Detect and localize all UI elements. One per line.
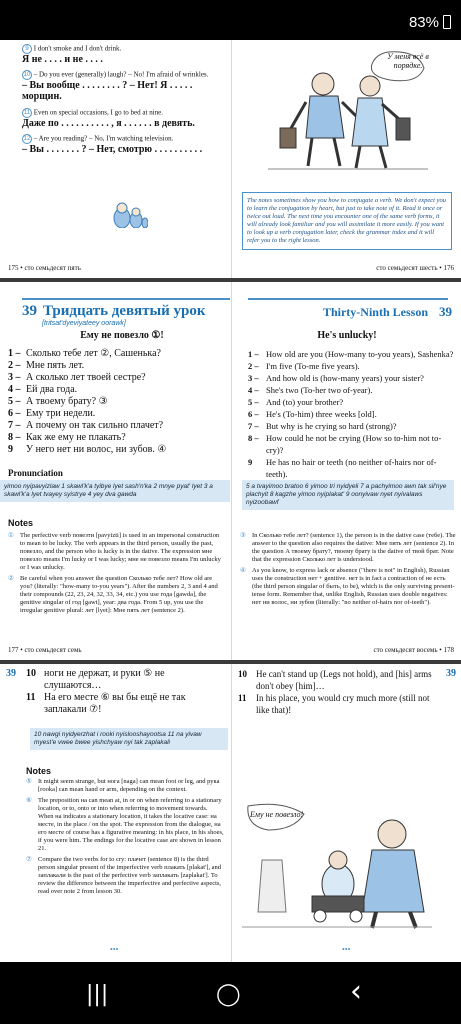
page-end-dots: ••• — [342, 945, 351, 954]
lesson-title-en-text: Thirty-Ninth Lesson — [322, 305, 428, 319]
dialogue-line — [8, 372, 224, 384]
note-text: As you know, to express lack or absence ("there is not" in English), Russian uses the construction нет + genitive. нет is in fact a contraction of не есть (the third person singular of быть, to be), which is the only surviving present-tense form. Remember that, unlike English, Russian uses double negatives: нет ни волос, ни зубов (literally: "no neither of-hairs nor of-teeth"). — [252, 567, 455, 606]
note-marker: ① — [8, 532, 14, 539]
line-number: 11 — [26, 692, 36, 703]
note-marker: ⑤ — [26, 778, 32, 785]
dialogue-line — [26, 668, 222, 692]
dialogue-english — [238, 668, 432, 716]
dialogue-english — [248, 348, 454, 480]
page-folio: 175 • сто семьдесят пять — [8, 264, 81, 272]
note-marker: ③ — [240, 532, 246, 539]
battery-icon — [443, 15, 451, 29]
line-text: У него нет ни волос, ни зубов. ④ — [26, 444, 167, 455]
note-box: The notes sometimes show you how to conjugate a verb. We don't expect you to learn the conjugation by heart, but just to take note of it. Read it once or twice out loud. The next time you encounter one of the same verb forms, it will already look familiar and you will assimilate it more easily. If you want to look up a verb conjugation later, check the grammar index and it will refer you to the right lesson. — [242, 192, 452, 250]
dialogue-line — [8, 420, 224, 432]
illustration-caption: Ему не повезло! — [250, 810, 304, 819]
line-text: How could he not be crying (How so to-him not to-cry)? — [266, 433, 442, 455]
dialogue-line — [8, 432, 224, 444]
pronunciation-heading: Pronunciation — [8, 468, 63, 478]
dialogue-line — [248, 348, 454, 360]
dialogue-line — [8, 384, 224, 396]
line-text: He's (To-him) three weeks [old]. — [266, 409, 377, 419]
dialogue-title: Ему не повезло ①! — [80, 330, 164, 341]
line-text: Ему три недели. — [26, 408, 96, 419]
notes-heading: Notes — [8, 518, 34, 528]
line-number: 5 – — [248, 397, 259, 407]
line-number: 7 – — [248, 421, 259, 431]
title-rule — [248, 298, 448, 300]
line-text: But why is he crying so hard (strong)? — [266, 421, 397, 431]
line-text: Как же ему не плакать? — [26, 432, 126, 443]
dialogue-line — [8, 444, 224, 456]
line-text: На его месте ⑥ вы бы ещё не так заплакали ⑦! — [44, 692, 186, 715]
home-button[interactable]: ◯ — [216, 982, 241, 1007]
back-button[interactable]: ‹ — [350, 974, 362, 1009]
note-item — [240, 532, 456, 564]
lesson-number: 39 — [22, 303, 37, 319]
illustration-caption: У меня всё в порядке. — [387, 52, 429, 70]
line-number: 6 – — [248, 409, 259, 419]
exercise-item-9 — [22, 44, 222, 65]
spread-page-177-178 — [0, 282, 461, 660]
line-text: He has no hair or teeth (no neither of-hairs nor of-teeth). — [266, 457, 437, 479]
line-text: Мне пять лет. — [26, 360, 85, 371]
exercise-russian: Я не . . . . и не . . . . — [22, 54, 103, 65]
lesson-number: 39 — [439, 304, 452, 319]
note-marker: ⑥ — [26, 797, 32, 804]
lesson-number: 39 — [6, 668, 16, 679]
page-177 — [0, 282, 230, 660]
lesson-number: 39 — [446, 668, 456, 679]
exercise-russian: – Вы . . . . . . . ? – Нет, смотрю . . . . . . . . . . — [22, 144, 203, 155]
note-item — [8, 532, 224, 572]
line-number: 3 – — [8, 372, 21, 383]
exercise-english: – Are you reading? – No, I'm watching television. — [33, 134, 174, 143]
line-number: 8 – — [8, 432, 21, 443]
note-marker: ② — [8, 575, 14, 582]
note-item — [26, 778, 224, 794]
note-text: Compare the two verbs for to cry: плачет (sentence 8) is the third person singular present of the imperfective verb плакать [plakat'], and заплакали is the past of the perfective verb заплакать [zaplakat']. To review the difference between the imperfective and perfective aspects, read over note 2 from lesson 30. — [38, 856, 222, 895]
line-text: And (to) your brother? — [266, 397, 344, 407]
item-number: 9 — [22, 44, 32, 54]
line-number: 10 — [238, 669, 247, 679]
exercise-russian: Даже по . . . . . . . . . . , я . . . . . . в девять. — [22, 118, 195, 129]
line-number: 6 – — [8, 408, 21, 419]
exercise-item-12 — [22, 134, 222, 155]
note-text: It might seem strange, but нога [naga] can mean foot or leg, and рука [rooka] can mean hand or arm, depending on the context. — [38, 778, 220, 793]
notes-list — [240, 532, 456, 610]
note-item — [26, 856, 224, 896]
dialogue-line — [238, 668, 432, 692]
dialogue-line — [248, 432, 454, 456]
page-179 — [0, 664, 230, 962]
lesson-title-translit: [tritsat'dyeviyatеey oorawk] — [42, 320, 126, 327]
exercise-english: – Do you ever (generally) laugh? – No! I'm afraid of wrinkles. — [33, 70, 209, 79]
line-text: I'm five (To-me five years). — [266, 361, 360, 371]
line-text: А твоему брату? ③ — [26, 396, 108, 407]
line-number: 10 — [26, 668, 36, 679]
exercise-english: Even on special occasions, I go to bed at nine. — [33, 108, 164, 117]
line-number: 7 – — [8, 420, 21, 431]
dialogue-line — [248, 396, 454, 408]
line-text: He can't stand up (Legs not hold), and [his] arms don't obey [him]… — [256, 669, 432, 691]
dialogue-title-en: He's unlucky! — [317, 330, 377, 341]
line-number: 1 – — [248, 349, 259, 359]
dialogue-line — [248, 456, 454, 480]
title-rule — [22, 298, 230, 300]
lesson-title-ru: Тридцать девятый урок — [43, 303, 206, 319]
line-text: Ей два года. — [26, 384, 78, 395]
pronunciation-text: yimoo nyipavyizlaw 1 skawl'k'a tyibye lyet sash'n'ka 2 mnye pyat' lyet 3 a skawl'k'a lyet tvayey syistrye 4 yey dva gawda — [0, 480, 230, 502]
note-text: The perfective verb повезти [pavyizti] is used in an impersonal construction to mean to be lucky. The verb appears in the third person, usually the past, повезло, and the person who is lucky is in the dative. The expression мне повезло means I'm lucky or I was lucky; мне не повезло means I'm unlucky or I was unlucky. — [20, 532, 221, 571]
note-marker: ④ — [240, 567, 246, 574]
notes-list — [8, 532, 224, 618]
line-number: 8 – — [248, 433, 259, 443]
line-text: Сколько тебе лет ②, Сашенька? — [26, 348, 161, 359]
exercise-russian: – Вы вообще . . . . . . . . ? – Нет! Я . . . . . морщин. — [22, 80, 193, 102]
note-item — [8, 575, 224, 615]
line-number: 9 — [248, 457, 253, 467]
status-bar — [0, 0, 461, 40]
grandmother-baby-illustration — [242, 800, 432, 930]
dialogue-russian — [8, 348, 224, 456]
note-marker: ⑦ — [26, 856, 32, 863]
line-number: 3 – — [248, 373, 259, 383]
dialogue-line — [8, 360, 224, 372]
dialogue-line — [248, 360, 454, 372]
line-number: 5 – — [8, 396, 21, 407]
page-folio: 177 • сто семьдесят семь — [8, 646, 82, 654]
line-number: 1 – — [8, 348, 21, 359]
dialogue-line — [8, 396, 224, 408]
page-178 — [231, 282, 461, 660]
document-viewer[interactable] — [0, 40, 461, 962]
spread-page-175-176 — [0, 40, 461, 278]
line-number: 11 — [238, 693, 247, 703]
line-text: And how old is (how-many years) your sister? — [266, 373, 424, 383]
dialogue-line — [248, 372, 454, 384]
line-number: 4 – — [248, 385, 259, 395]
dialogue-line — [248, 384, 454, 396]
recent-apps-button[interactable]: ||| — [86, 982, 109, 1007]
matryoshka-dolls-illustration — [110, 198, 148, 228]
line-number: 9 — [8, 444, 13, 455]
line-text: In his place, you would cry much more (still not like that)! — [256, 693, 430, 715]
line-text: How old are you (How-many to-you years), Sashenka? — [266, 349, 454, 359]
exercise-item-10 — [22, 70, 222, 102]
page-folio: сто семьдесят восемь • 178 — [373, 646, 454, 654]
page-180 — [231, 664, 461, 962]
item-number: 11 — [23, 110, 31, 116]
dialogue-line — [26, 692, 222, 716]
page-folio: сто семьдесят шесть • 176 — [376, 264, 454, 272]
dialogue-line — [248, 408, 454, 420]
line-number: 4 – — [8, 384, 21, 395]
note-text: Be careful when you answer the question Сколько тебе лет? How old are you? (literally: "how-many to-you years"). After the numbers 2, 3 and 4 and their compounds (22, 23, 24, 32, 33, 34, etc.) you use года [gawda], the genitive singular of год [gawt], year: два года. From 5 up, you use the irregular genitive plural: лет [lyet]: Мне пять лет (sentence 2). — [20, 575, 218, 614]
exercise-item-11 — [22, 108, 222, 129]
item-number: 10 — [23, 72, 31, 78]
line-text: А сколько лет твоей сестре? — [26, 372, 146, 383]
item-number: 12 — [23, 136, 31, 142]
line-number: 2 – — [8, 360, 21, 371]
dialogue-line — [238, 692, 432, 716]
spread-page-179-180 — [0, 664, 461, 962]
pronunciation-text: 10 nawgi nyidyerzhat i rooki nyislooshayootsa 11 na yivaw myest'e vwee bwee yishchyaw nyi tak zaplakali — [30, 728, 228, 750]
dialogue-russian — [26, 668, 222, 716]
dialogue-line — [248, 420, 454, 432]
dialogue-line — [8, 408, 224, 420]
pronunciation-text: 5 a tvayimoo bratoo 6 yimoo tri nyidyeli 7 a pachyimoo awn tak sil'nye plachyit 8 kagzhe yimoo nyiplakat' 9 oonyivaw nyet nyivalaws nyizoobawf — [242, 480, 454, 510]
notes-list — [26, 778, 224, 899]
note-text: In Сколько тебе лет? (sentence 1), the person is in the dative case (тебе). The answer to the question also requires the dative: Мне пять лет (sentence 2). In the question А твоему брату?, твоему брату is the dative of твой брат. Note that the expression Сколько лет is understood. — [252, 532, 456, 563]
notes-heading: Notes — [26, 766, 52, 776]
lesson-title — [22, 302, 222, 327]
page-175 — [0, 40, 230, 278]
battery-level: 83% — [408, 14, 439, 31]
line-number: 2 – — [248, 361, 259, 371]
line-text: А почему он так сильно плачет? — [26, 420, 164, 431]
page-176 — [231, 40, 461, 278]
note-item — [26, 797, 224, 853]
page-end-dots: ••• — [110, 945, 119, 954]
lesson-title-en — [323, 304, 452, 320]
note-text: The preposition на can mean at, in or on when referring to a stationary location, or to, onto or into when referring to movement towards. When на indicates a stationary location, it takes the locative case: на месте, in the place / on the spot. The expression from the dialogue, на его месте of course has a figurative meaning: in his place, in his shoes, if you were him. The endings for the locative case are shown in lesson 21. — [38, 797, 224, 852]
line-text: ноги не держат, и руки ⑤ не слушаются… — [44, 668, 165, 691]
navigation-bar — [0, 962, 461, 1024]
exercise-english: I don't smoke and I don't drink. — [33, 44, 122, 53]
note-item — [240, 567, 456, 607]
dialogue-line — [8, 348, 224, 360]
line-text: She's two (To-her two of-year). — [266, 385, 373, 395]
